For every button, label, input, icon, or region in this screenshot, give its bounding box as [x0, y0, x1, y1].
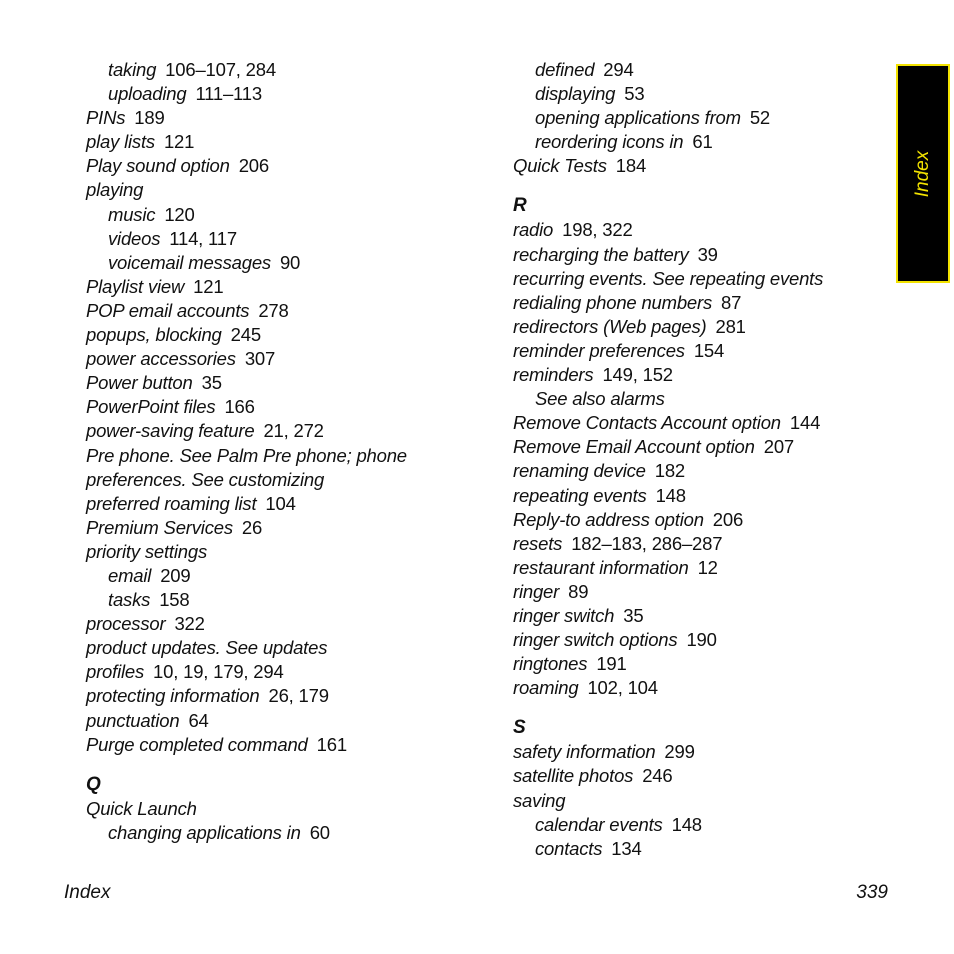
index-term: priority settings — [86, 540, 208, 562]
index-subentry — [86, 203, 466, 227]
index-entry — [86, 516, 466, 540]
index-term: product updates. See updates — [86, 637, 328, 659]
index-term: displaying — [535, 83, 616, 105]
index-subentry — [513, 387, 893, 411]
page-reference[interactable]: 90 — [279, 251, 301, 273]
index-entry — [86, 275, 466, 299]
index-entry — [86, 797, 466, 821]
index-term: ringer switch — [513, 604, 615, 626]
index-term: POP email accounts — [86, 299, 250, 321]
page-reference[interactable]: 89 — [568, 580, 589, 602]
index-entry — [513, 315, 893, 339]
index-entry — [86, 347, 466, 371]
index-subentry — [86, 821, 466, 845]
index-term: preferred roaming list — [86, 492, 257, 514]
index-term: videos — [108, 227, 161, 249]
footer-section-title: Index — [64, 882, 111, 903]
index-term: protecting information — [86, 685, 260, 707]
index-term: Remove Contacts Account option — [513, 412, 781, 434]
index-term: reordering icons in — [535, 131, 684, 153]
index-term: popups, blocking — [86, 324, 222, 346]
index-term: processor — [86, 613, 166, 635]
index-term: Power button — [86, 372, 193, 394]
index-term: Reply-to address option — [513, 508, 704, 530]
index-term: changing applications in — [108, 821, 301, 843]
index-entry — [513, 291, 893, 315]
page-reference[interactable]: 191 — [596, 653, 627, 675]
index-term: power-saving feature — [86, 420, 255, 442]
index-entry — [86, 299, 466, 323]
index-entry — [513, 267, 893, 291]
index-term: redirectors (Web pages) — [513, 315, 707, 337]
page-reference[interactable]: 209 — [160, 564, 191, 586]
index-entry — [86, 323, 466, 347]
index-term: redialing phone numbers — [513, 291, 713, 313]
index-entry — [513, 580, 893, 604]
index-term: saving — [513, 789, 566, 811]
page-reference[interactable]: 12 — [697, 556, 718, 578]
index-side-tab[interactable] — [896, 64, 950, 283]
index-entry — [513, 532, 893, 556]
index-subentry — [513, 813, 893, 837]
index-subentry — [86, 227, 466, 251]
index-term: Remove Email Account option — [513, 436, 755, 458]
index-entry — [86, 684, 466, 708]
page-reference[interactable]: 134 — [611, 837, 642, 859]
index-term: profiles — [86, 661, 145, 683]
page-reference[interactable]: 60 — [309, 821, 330, 843]
page-reference[interactable]: 111–113 — [195, 83, 262, 105]
index-entry — [513, 484, 893, 508]
index-entry — [86, 444, 466, 468]
index-entry — [513, 411, 893, 435]
index-term: reminders — [513, 364, 594, 386]
index-entry — [513, 218, 893, 242]
index-term: resets — [513, 532, 563, 554]
page-reference[interactable]: 114, 117 — [169, 227, 237, 249]
index-entry — [86, 492, 466, 516]
page-reference[interactable]: 106–107, 284 — [165, 59, 276, 80]
index-entry — [513, 628, 893, 652]
index-term: preferences. See customizing — [86, 468, 325, 490]
index-subentry — [86, 82, 466, 106]
page-reference[interactable]: 35 — [623, 604, 644, 626]
index-term: email — [108, 564, 152, 586]
index-term: safety information — [513, 741, 656, 763]
index-entry — [86, 636, 466, 660]
index-term: contacts — [535, 837, 603, 859]
index-entry — [513, 459, 893, 483]
index-entry — [86, 371, 466, 395]
index-term: calendar events — [535, 813, 663, 835]
index-entry — [86, 106, 466, 130]
page-reference[interactable]: 182–183, 286–287 — [571, 532, 723, 554]
page-reference[interactable]: 278 — [258, 299, 289, 321]
index-entry — [513, 435, 893, 459]
index-entry — [513, 604, 893, 628]
section-letter: Q — [86, 773, 101, 795]
index-entry — [513, 652, 893, 676]
index-term: Quick Launch — [86, 797, 197, 819]
page-reference[interactable]: 245 — [230, 324, 261, 346]
index-entry — [86, 468, 466, 492]
page-reference[interactable]: 104 — [265, 492, 296, 514]
index-column-left — [86, 58, 466, 845]
index-term: ringer switch options — [513, 629, 678, 651]
index-entry — [86, 733, 466, 757]
index-column-right — [513, 58, 893, 861]
page-reference[interactable]: 299 — [664, 741, 695, 763]
index-entry — [513, 764, 893, 788]
index-term: PINs — [86, 107, 126, 129]
index-term: See also alarms — [535, 388, 665, 410]
page-reference[interactable]: 206 — [238, 155, 269, 177]
page-reference[interactable]: 307 — [244, 348, 276, 370]
index-entry — [86, 395, 466, 419]
index-term: uploading — [108, 83, 187, 105]
page-reference[interactable]: 52 — [749, 107, 771, 129]
footer-page-number: 339 — [856, 882, 888, 903]
index-term: radio — [513, 219, 554, 241]
index-term: taking — [108, 59, 157, 80]
page-reference[interactable]: 120 — [164, 203, 195, 225]
page-reference[interactable]: 64 — [188, 709, 209, 731]
index-entry — [513, 789, 893, 813]
index-entry — [86, 540, 466, 564]
section-letter: R — [513, 195, 527, 217]
page-reference[interactable]: 190 — [686, 629, 717, 651]
page-reference[interactable]: 26 — [241, 516, 263, 538]
index-entry — [86, 612, 466, 636]
index-entry — [86, 130, 466, 154]
index-term: play lists — [86, 131, 155, 153]
page-reference[interactable]: 21, 272 — [263, 420, 324, 442]
index-term: punctuation — [86, 709, 180, 731]
page-reference[interactable]: 206 — [712, 508, 744, 530]
index-term: power accessories — [86, 348, 236, 370]
index-entry — [86, 178, 466, 202]
index-subentry — [513, 82, 893, 106]
index-subentry — [513, 837, 893, 861]
index-term: Quick Tests — [513, 155, 607, 177]
index-subentry — [513, 130, 893, 154]
page-reference[interactable]: 294 — [603, 59, 634, 80]
index-entry — [513, 243, 893, 267]
page-reference[interactable]: 184 — [615, 155, 647, 177]
page-reference[interactable]: 102, 104 — [587, 677, 658, 699]
index-term: Pre phone. See Palm Pre phone; phone — [86, 444, 407, 466]
page-reference[interactable]: 39 — [697, 243, 718, 265]
page-reference[interactable]: 26, 179 — [268, 685, 329, 707]
index-entry — [513, 363, 893, 387]
page-reference[interactable]: 198, 322 — [562, 219, 633, 241]
index-term: Playlist view — [86, 275, 185, 297]
page-reference[interactable]: 53 — [624, 83, 645, 105]
index-term: defined — [535, 59, 595, 80]
index-term: ringer — [513, 580, 560, 602]
index-term: ringtones — [513, 653, 588, 675]
index-term: playing — [86, 179, 144, 201]
index-subentry — [513, 106, 893, 130]
page-reference[interactable]: 154 — [693, 339, 725, 361]
page-reference[interactable]: 246 — [642, 765, 673, 787]
index-term: music — [108, 203, 156, 225]
page-reference[interactable]: 35 — [201, 372, 222, 394]
index-term: recurring events. See repeating events — [513, 267, 824, 289]
page-reference[interactable]: 121 — [163, 131, 195, 153]
index-entry — [86, 419, 466, 443]
index-entry — [513, 740, 893, 764]
index-entry — [86, 660, 466, 684]
index-entry — [86, 154, 466, 178]
page-reference[interactable]: 144 — [789, 412, 821, 434]
page-reference[interactable]: 121 — [193, 275, 224, 297]
index-entry — [513, 508, 893, 532]
page-reference[interactable]: 161 — [316, 733, 347, 755]
page-reference[interactable]: 87 — [721, 291, 742, 313]
index-entry — [513, 676, 893, 700]
index-term: roaming — [513, 677, 579, 699]
index-term: repeating events — [513, 484, 647, 506]
page-reference[interactable]: 322 — [174, 613, 205, 635]
index-tab-label: Index — [911, 150, 933, 197]
index-subentry — [86, 58, 466, 82]
index-subentry — [86, 564, 466, 588]
index-term: Purge completed command — [86, 733, 308, 755]
index-entry — [513, 556, 893, 580]
index-term: Play sound option — [86, 155, 230, 177]
index-entry — [513, 154, 893, 178]
page-reference[interactable]: 10, 19, 179, 294 — [153, 661, 284, 683]
page-reference[interactable]: 281 — [715, 315, 746, 337]
page-reference[interactable]: 148 — [671, 813, 702, 835]
page-reference[interactable]: 166 — [224, 396, 255, 418]
index-term: reminder preferences — [513, 339, 685, 361]
page-reference[interactable]: 149, 152 — [602, 364, 673, 386]
page-reference[interactable]: 207 — [763, 436, 795, 458]
index-term: voicemail messages — [108, 251, 271, 273]
index-term: tasks — [108, 589, 151, 611]
index-term: satellite photos — [513, 765, 634, 787]
page-reference[interactable]: 182 — [654, 460, 686, 482]
index-term: renaming device — [513, 460, 646, 482]
section-letter: S — [513, 717, 526, 739]
index-subentry — [86, 251, 466, 275]
index-subentry — [86, 588, 466, 612]
index-entry — [513, 339, 893, 363]
index-term: opening applications from — [535, 107, 741, 129]
page-reference[interactable]: 158 — [159, 589, 190, 611]
index-term: recharging the battery — [513, 243, 689, 265]
index-entry — [86, 709, 466, 733]
index-term: PowerPoint files — [86, 396, 216, 418]
page-reference[interactable]: 148 — [655, 484, 686, 506]
page-reference[interactable]: 189 — [134, 107, 165, 129]
index-term: restaurant information — [513, 556, 689, 578]
index-subentry — [513, 58, 893, 82]
page-reference[interactable]: 61 — [692, 131, 713, 153]
index-term: Premium Services — [86, 516, 233, 538]
